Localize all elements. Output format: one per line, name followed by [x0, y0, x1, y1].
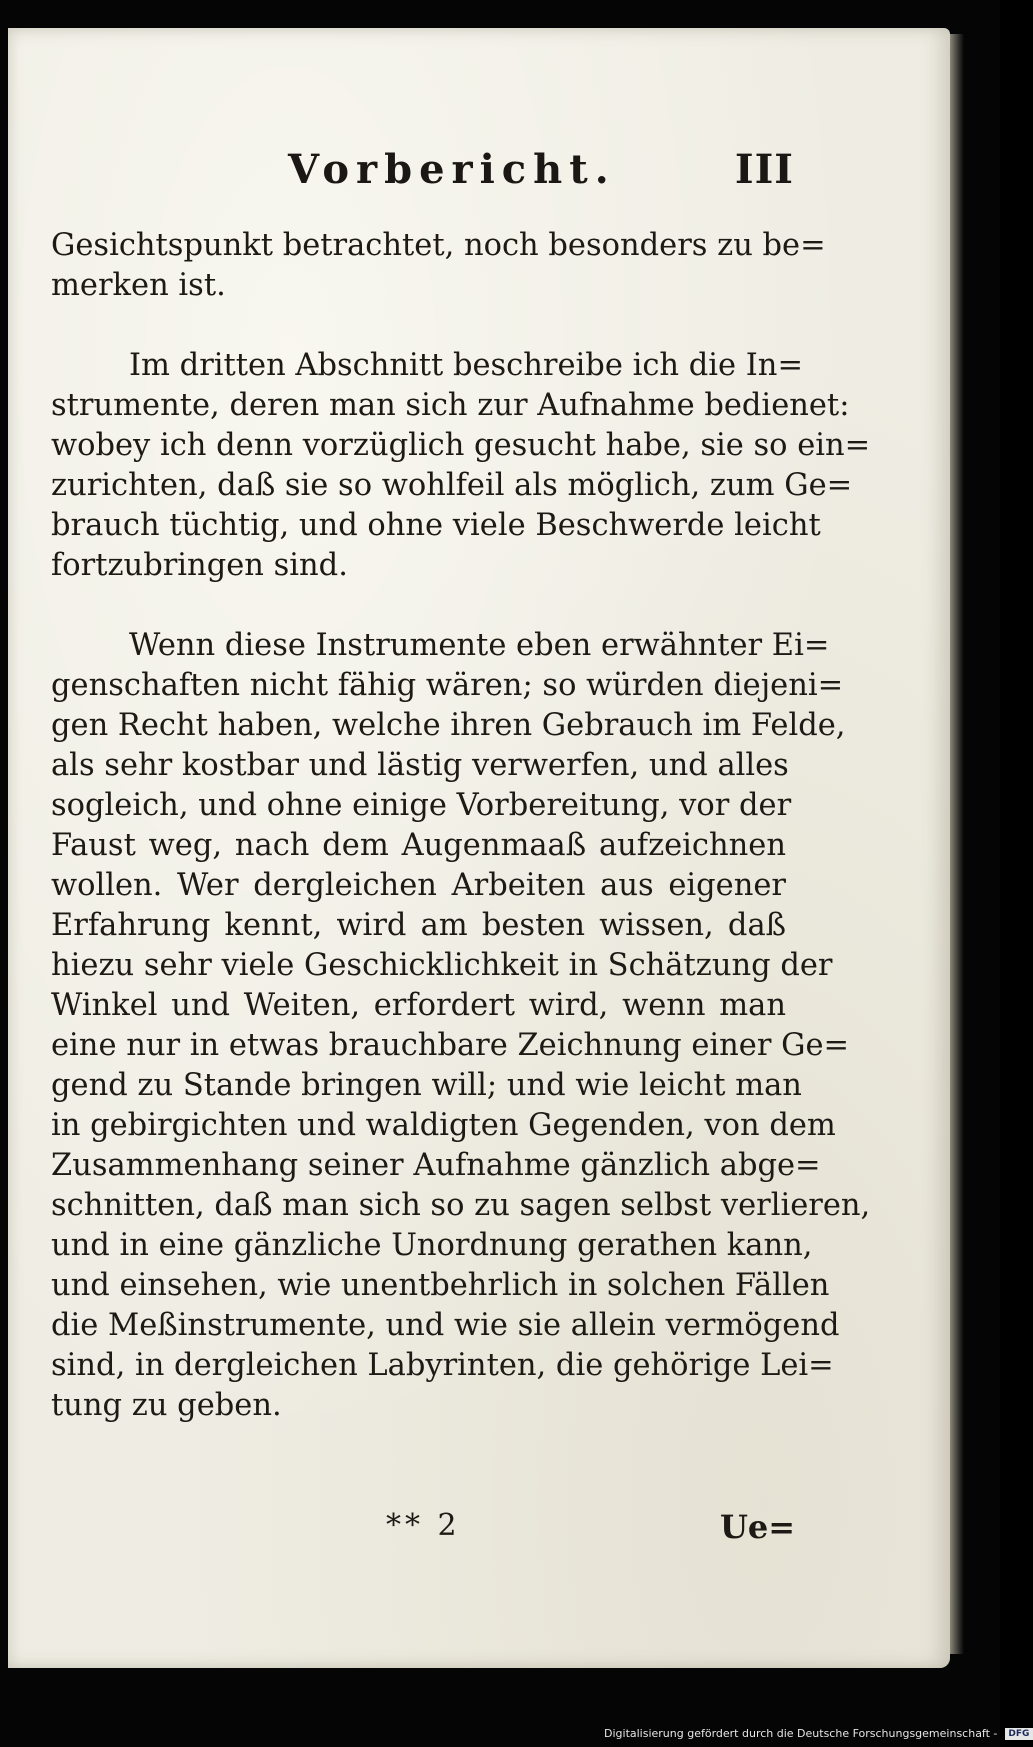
text-line: brauch tüchtig, und ohne viele Beschwerde leicht — [51, 508, 821, 543]
text-line: Gesichtspunkt betrachtet, noch besonders zu be= — [51, 228, 826, 263]
text-line: merken ist. — [51, 268, 226, 303]
paragraph-1 — [51, 226, 826, 306]
text-line: gen Recht haben, welche ihren Gebrauch im Felde, — [51, 708, 846, 743]
dfg-logo-icon: DFG — [1005, 1728, 1033, 1740]
text-line: wobey ich denn vorzüglich gesucht habe, sie so ein= — [51, 428, 871, 463]
text-line: und einsehen, wie unentbehrlich in solchen Fällen — [51, 1268, 830, 1303]
text-line: schnitten, daß man sich so zu sagen selbst verlieren, — [51, 1188, 871, 1223]
text-line: fortzubringen sind. — [51, 548, 348, 583]
text-line: tung zu geben. — [51, 1388, 282, 1423]
text-line: als sehr kostbar und lästig verwerfen, und alles — [51, 748, 789, 783]
text-line: genschaften nicht fähig wären; so würden diejeni= — [51, 668, 844, 703]
text-line: gend zu Stande bringen will; und wie leicht man — [51, 1068, 802, 1103]
body-text — [51, 226, 871, 1426]
page-number: III — [734, 146, 794, 193]
paragraph-3 — [51, 626, 871, 1426]
running-head: Vorbericht. — [288, 146, 616, 193]
text-line: in gebirgichten und waldigten Gegenden, von dem — [51, 1108, 836, 1143]
catchword: Ue= — [720, 1508, 796, 1546]
text-line: Faust weg, nach dem Augenmaaß aufzeichnen — [51, 828, 786, 863]
text-line: Im dritten Abschnitt beschreibe ich die In= — [129, 348, 804, 383]
text-line: eine nur in etwas brauchbare Zeichnung einer Ge= — [51, 1028, 850, 1063]
text-line: zurichten, daß sie so wohlfeil als möglich, zum Ge= — [51, 468, 853, 503]
page-header — [288, 146, 808, 206]
page-footer — [8, 1508, 950, 1558]
text-line: wollen. Wer dergleichen Arbeiten aus eigener — [51, 868, 786, 903]
text-line: Zusammenhang seiner Aufnahme gänzlich abge= — [51, 1148, 821, 1183]
text-line: sind, in dergleichen Labyrinten, die gehörige Lei= — [51, 1348, 834, 1383]
credit-text: Digitalisierung gefördert durch die Deutsche Forschungsgemeinschaft - — [604, 1727, 998, 1740]
digitization-credit — [604, 1725, 1030, 1743]
text-line: Erfahrung kennt, wird am besten wissen, daß — [51, 908, 786, 943]
text-line: Wenn diese Instrumente eben erwähnter Ei= — [129, 628, 830, 663]
page-edge-shadow — [950, 34, 964, 1654]
text-line: die Meßinstrumente, und wie sie allein vermögend — [51, 1308, 840, 1343]
text-line: und in eine gänzliche Unordnung gerathen kann, — [51, 1228, 813, 1263]
text-line: sogleich, und ohne einige Vorbereitung, vor der — [51, 788, 792, 823]
text-line: hiezu sehr viele Geschicklichkeit in Schätzung der — [51, 948, 833, 983]
text-line: Winkel und Weiten, erfordert wird, wenn man — [51, 988, 786, 1023]
signature-mark: ** 2 — [386, 1508, 461, 1543]
text-line: strumente, deren man sich zur Aufnahme bedienet: — [51, 388, 850, 423]
book-page — [8, 28, 950, 1668]
paragraph-2 — [51, 346, 871, 586]
